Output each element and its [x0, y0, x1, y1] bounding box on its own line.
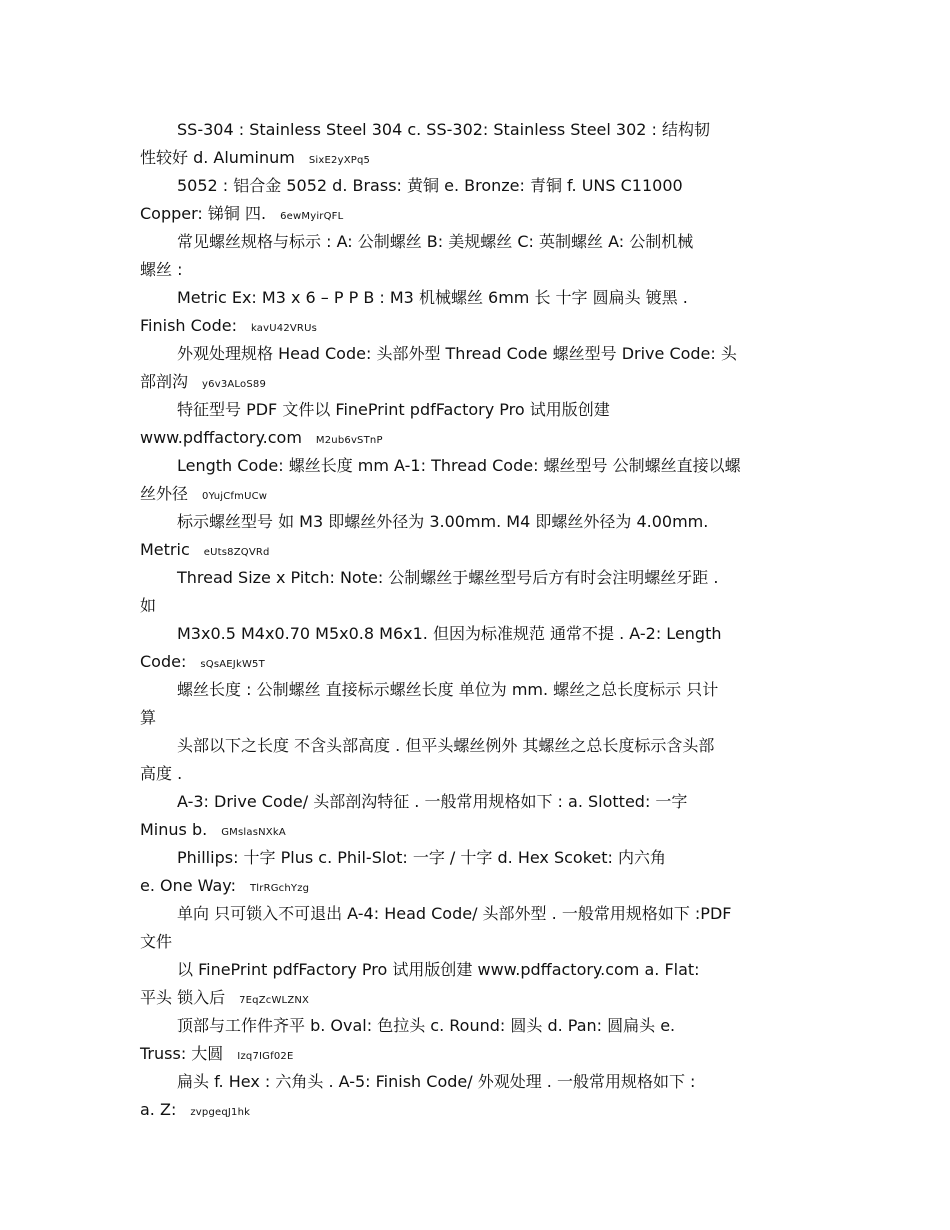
paragraph	[140, 676, 820, 732]
paragraph-line-text: 平头 锁入后	[140, 988, 226, 1007]
paragraph-line-text: 文件	[140, 932, 173, 951]
paragraph-line	[140, 1096, 820, 1124]
paragraph-code: y6v3ALoS89	[202, 379, 267, 390]
paragraph	[140, 116, 820, 172]
paragraph-line	[140, 200, 820, 228]
paragraph-line: 特征型号 PDF 文件以 FinePrint pdfFactory Pro 试用版创建	[177, 400, 610, 419]
paragraph-line-text: Code:	[140, 652, 187, 671]
paragraph-line-text: Copper: 锑铜 四.	[140, 204, 267, 223]
paragraph-code: 6ewMyirQFL	[280, 211, 344, 222]
paragraph	[140, 900, 820, 956]
paragraph-line: M3x0.5 M4x0.70 M5x0.8 M6x1. 但因为标准规范 通常不提 . A-2: Length	[177, 624, 722, 643]
paragraph-line	[140, 592, 820, 620]
paragraph-line-text: 算	[140, 708, 157, 727]
paragraph-code: sQsAEJkW5T	[200, 659, 265, 670]
paragraph-line: Thread Size x Pitch: Note: 公制螺丝于螺丝型号后方有时会注明螺丝牙距 .	[177, 568, 719, 587]
paragraph-line	[140, 424, 820, 452]
paragraph-line	[140, 760, 820, 788]
paragraph-line: 头部以下之长度 不含头部高度 . 但平头螺丝例外 其螺丝之总长度标示含头部	[177, 736, 715, 755]
paragraph-line: 扁头 f. Hex : 六角头 . A-5: Finish Code/ 外观处理 . 一般常用规格如下 :	[177, 1072, 696, 1091]
paragraph-line-text: Finish Code:	[140, 316, 237, 335]
paragraph-line	[140, 704, 820, 732]
paragraph	[140, 340, 820, 396]
paragraph-line: Length Code: 螺丝长度 mm A-1: Thread Code: 螺丝型号 公制螺丝直接以螺	[177, 456, 741, 475]
paragraph	[140, 1068, 820, 1124]
paragraph-line	[140, 256, 820, 284]
paragraph	[140, 956, 820, 1012]
paragraph	[140, 732, 820, 788]
paragraph-line: 顶部与工作件齐平 b. Oval: 色拉头 c. Round: 圆头 d. Pan: 圆扁头 e.	[177, 1016, 676, 1035]
paragraph-code: M2ub6vSTnP	[315, 435, 383, 446]
paragraph-line-text: www.pdffactory.com	[140, 428, 302, 447]
paragraph-line-text: 如	[140, 596, 157, 615]
paragraph-line	[140, 648, 820, 676]
paragraph-line: 5052 : 铝合金 5052 d. Brass: 黄铜 e. Bronze: 青铜 f. UNS C11000	[177, 176, 683, 195]
paragraph-line-text: 螺丝 :	[140, 260, 183, 279]
paragraph-code: 0YujCfmUCw	[202, 491, 268, 502]
paragraph	[140, 508, 820, 564]
paragraph-code: SixE2yXPq5	[308, 155, 371, 166]
paragraph-line	[140, 816, 820, 844]
paragraph-line: 标示螺丝型号 如 M3 即螺丝外径为 3.00mm. M4 即螺丝外径为 4.00mm.	[177, 512, 709, 531]
paragraph-line-text: 丝外径	[140, 484, 189, 503]
paragraph-line	[140, 368, 820, 396]
paragraph-line: 外观处理规格 Head Code: 头部外型 Thread Code 螺丝型号 Drive Code: 头	[177, 344, 737, 363]
paragraph-line: A-3: Drive Code/ 头部剖沟特征 . 一般常用规格如下 : a. Slotted: 一字	[177, 792, 688, 811]
paragraph	[140, 172, 820, 228]
paragraph	[140, 1012, 820, 1068]
paragraph-line	[140, 928, 820, 956]
paragraph-line: 单向 只可锁入不可退出 A-4: Head Code/ 头部外型 . 一般常用规格如下 :PDF	[177, 904, 732, 923]
paragraph-line-text: 部剖沟	[140, 372, 189, 391]
paragraph-line: 以 FinePrint pdfFactory Pro 试用版创建 www.pdffactory.com a. Flat:	[177, 960, 700, 979]
paragraph	[140, 284, 820, 340]
paragraph-line	[140, 536, 820, 564]
paragraph-line: Metric Ex: M3 x 6 – P P B : M3 机械螺丝 6mm 长 十字 圆扁头 镀黑 .	[177, 288, 688, 307]
paragraph	[140, 788, 820, 844]
paragraph-line	[140, 480, 820, 508]
paragraph	[140, 396, 820, 452]
document-body	[140, 116, 820, 1124]
paragraph-line-text: e. One Way:	[140, 876, 236, 895]
paragraph-code: eUts8ZQVRd	[203, 547, 270, 558]
paragraph	[140, 620, 820, 676]
paragraph	[140, 564, 820, 620]
paragraph-line-text: 性较好 d. Aluminum	[140, 148, 295, 167]
paragraph	[140, 228, 820, 284]
paragraph-line: 常见螺丝规格与标示 : A: 公制螺丝 B: 美规螺丝 C: 英制螺丝 A: 公制机械	[177, 232, 694, 251]
paragraph	[140, 844, 820, 900]
paragraph-line: 螺丝长度 : 公制螺丝 直接标示螺丝长度 单位为 mm. 螺丝之总长度标示 只计	[177, 680, 719, 699]
paragraph-code: GMslasNXkA	[221, 827, 286, 838]
paragraph-line-text: 高度 .	[140, 764, 183, 783]
paragraph-code: 7EqZcWLZNX	[239, 995, 310, 1006]
paragraph	[140, 452, 820, 508]
paragraph-line-text: a. Z:	[140, 1100, 177, 1119]
paragraph-code: Izq7IGf02E	[237, 1051, 294, 1062]
paragraph-line	[140, 872, 820, 900]
paragraph-code: zvpgeqJ1hk	[190, 1107, 251, 1118]
paragraph-code: kavU42VRUs	[250, 323, 318, 334]
paragraph-line	[140, 312, 820, 340]
paragraph-line-text: Minus b.	[140, 820, 208, 839]
paragraph-line	[140, 1040, 820, 1068]
paragraph-line-text: Metric	[140, 540, 190, 559]
paragraph-line: Phillips: 十字 Plus c. Phil-Slot: 一字 / 十字 d. Hex Scoket: 内六角	[177, 848, 667, 867]
paragraph-line	[140, 984, 820, 1012]
paragraph-line: SS-304 : Stainless Steel 304 c. SS-302: Stainless Steel 302 : 结构韧	[177, 120, 711, 139]
paragraph-line	[140, 144, 820, 172]
paragraph-code: TlrRGchYzg	[249, 883, 310, 894]
paragraph-line-text: Truss: 大圆	[140, 1044, 224, 1063]
